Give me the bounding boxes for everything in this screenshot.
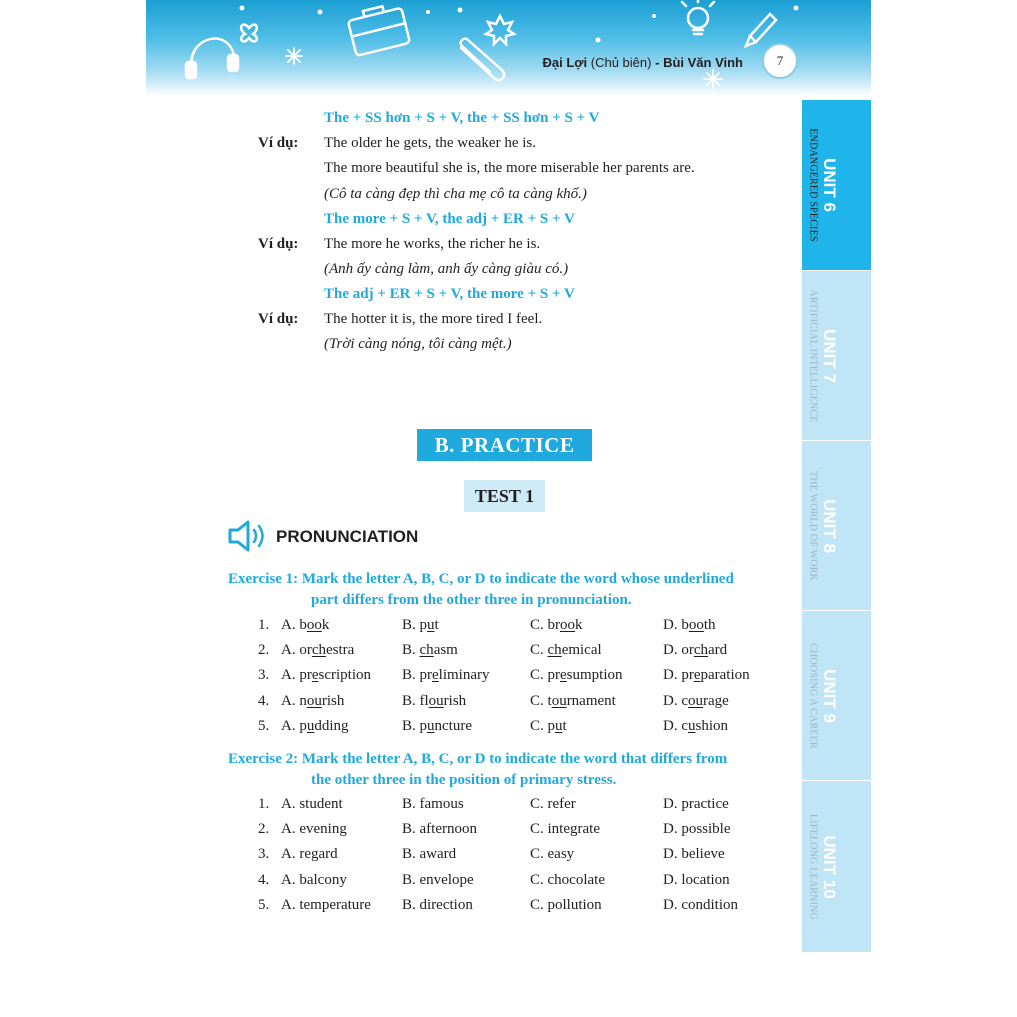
option-d[interactable]: D. location <box>663 871 730 888</box>
option-b[interactable]: B. chasm <box>402 642 458 659</box>
underlined-part: ch <box>311 642 326 659</box>
underlined-part: e <box>693 667 701 684</box>
question-number: 1. <box>258 617 270 633</box>
author-second: Bùi Văn Vinh <box>663 55 743 70</box>
option-a[interactable]: A. pudding <box>281 717 349 734</box>
option-b[interactable]: B. flourish <box>402 692 467 709</box>
option-d[interactable]: D. cushion <box>663 717 729 734</box>
example-label: Ví dụ: <box>258 135 299 151</box>
question-number: 2. <box>258 642 270 659</box>
option-a[interactable]: A. orchestra <box>281 642 355 659</box>
option-d[interactable]: D. possible <box>663 821 731 838</box>
option-c[interactable]: C. refer <box>530 796 576 812</box>
tab-unit-9[interactable] <box>802 611 871 780</box>
header-decoration <box>146 0 871 96</box>
tab-topic-label: THE WORLD OF WORK <box>807 470 819 581</box>
option-c[interactable]: C. tournament <box>530 692 616 709</box>
section-title: B. PRACTICE <box>417 429 592 461</box>
option-c[interactable]: C. chemical <box>530 642 602 659</box>
option-d[interactable]: D. believe <box>663 846 725 863</box>
option-d[interactable]: D. practice <box>663 796 729 812</box>
option-b[interactable]: B. puncture <box>402 717 472 734</box>
grammar-formula: The + SS hơn + S + V, the + SS hơn + S + V <box>324 110 600 126</box>
tab-topic-label: CHOOSING A CAREER <box>807 642 819 749</box>
option-a[interactable]: A. evening <box>281 821 347 838</box>
underlined-part: ch <box>693 642 708 659</box>
option-a[interactable]: A. temperature <box>281 896 371 913</box>
header-banner <box>146 0 871 96</box>
briefcase-icon <box>346 2 410 56</box>
exercise-2-line2: the other three in the position of primary stress. <box>311 772 617 788</box>
question-number: 3. <box>258 846 270 863</box>
example-label: Ví dụ: <box>258 311 299 327</box>
option-a[interactable]: A. balcony <box>281 871 347 888</box>
grammar-formula: The adj + ER + S + V, the more + S + V <box>324 286 575 302</box>
exercise-2-instruction <box>228 749 727 791</box>
author-role: (Chủ biên) <box>590 55 652 70</box>
underlined-part: u <box>427 717 435 734</box>
example-translation: (Cô ta càng đẹp thì cha mẹ cô ta càng khổ.) <box>324 186 587 202</box>
option-a[interactable]: A. book <box>281 617 330 633</box>
option-c[interactable]: C. easy <box>530 846 575 863</box>
page-number: 7 <box>762 43 798 79</box>
option-a[interactable]: A. student <box>281 796 343 812</box>
exercise-1-instruction <box>228 569 734 611</box>
example-text: The hotter it is, the more tired I feel. <box>324 311 543 327</box>
option-d[interactable]: D. booth <box>663 617 716 633</box>
exercise-1-line1: Exercise 1: Mark the letter A, B, C, or D to indicate the word whose underlined <box>228 571 734 587</box>
pencil-icon <box>746 14 776 46</box>
grammar-formula: The more + S + V, the adj + ER + S + V <box>324 211 575 227</box>
question-number: 3. <box>258 667 270 684</box>
option-b[interactable]: B. famous <box>402 796 464 812</box>
author-main: Đại Lợi <box>542 55 588 70</box>
underlined-part: u <box>306 717 315 734</box>
option-b[interactable]: B. award <box>402 846 457 863</box>
example-translation: (Trời càng nóng, tôi càng mệt.) <box>324 336 512 352</box>
option-a[interactable]: A. regard <box>281 846 338 863</box>
tab-unit-10[interactable] <box>802 781 871 952</box>
test-title: TEST 1 <box>464 480 545 512</box>
question-number: 4. <box>258 871 270 888</box>
option-c[interactable]: C. integrate <box>530 821 600 838</box>
option-b[interactable]: B. envelope <box>402 871 474 888</box>
speaker-icon <box>228 520 268 552</box>
tab-unit-label: UNIT 8 <box>820 498 839 553</box>
tab-unit-8[interactable] <box>802 441 871 610</box>
example-translation: (Anh ấy càng làm, anh ấy càng giàu có.) <box>324 261 569 277</box>
pronunciation-title: PRONUNCIATION <box>276 527 419 546</box>
underlined-part: u <box>427 617 435 633</box>
underlined-part: ch <box>419 642 434 659</box>
option-d[interactable]: D. orchard <box>663 642 728 659</box>
underlined-part: oo <box>560 617 575 633</box>
question-number: 4. <box>258 692 270 709</box>
example-text: The older he gets, the weaker he is. <box>324 135 536 151</box>
option-c[interactable]: C. brook <box>530 617 583 633</box>
underlined-part: u <box>555 717 563 734</box>
option-a[interactable]: A. prescription <box>281 667 371 684</box>
author-separator: - <box>655 55 660 70</box>
tab-topic-label: ENDANGERED SPECIES <box>807 128 819 242</box>
question-number: 5. <box>258 717 270 734</box>
example-text: The more beautiful she is, the more miserable her parents are. <box>324 160 695 176</box>
option-d[interactable]: D. preparation <box>663 667 750 684</box>
exercise-2-line1: Exercise 2: Mark the letter A, B, C, or D to indicate the word that differs from <box>228 751 728 767</box>
tab-unit-6[interactable] <box>802 100 871 270</box>
tab-unit-label: UNIT 6 <box>820 158 839 212</box>
leaf-icon <box>486 16 514 44</box>
underlined-part: e <box>311 667 319 684</box>
option-d[interactable]: D. courage <box>663 692 729 709</box>
option-c[interactable]: C. chocolate <box>530 871 605 888</box>
underlined-part: oo <box>306 617 322 633</box>
example-text: The more he works, the richer he is. <box>324 236 541 252</box>
underlined-part: ou <box>428 692 444 709</box>
lightbulb-icon <box>688 8 708 28</box>
option-d[interactable]: D. condition <box>663 896 738 913</box>
option-b[interactable]: B. afternoon <box>402 821 477 838</box>
underlined-part: ou <box>688 692 703 709</box>
authors <box>543 55 744 70</box>
question-number: 1. <box>258 796 270 812</box>
option-c[interactable]: C. presumption <box>530 667 623 684</box>
underlined-part: oo <box>688 617 704 633</box>
tab-unit-7[interactable] <box>802 271 871 440</box>
example-label: Ví dụ: <box>258 236 299 252</box>
paperclip-icon <box>461 39 504 80</box>
question-number: 2. <box>258 821 270 838</box>
underlined-part: ou <box>551 692 567 709</box>
tab-unit-label: UNIT 9 <box>820 668 839 723</box>
tab-unit-label: UNIT 10 <box>820 834 839 899</box>
underlined-part: e <box>432 667 439 684</box>
exercise-1-line2: part differs from the other three in pronunciation. <box>311 592 632 608</box>
option-a[interactable]: A. nourish <box>281 692 345 709</box>
butterfly-icon <box>241 25 257 42</box>
option-b[interactable]: B. direction <box>402 896 473 913</box>
underlined-part: ch <box>547 642 562 659</box>
tab-topic-label: ARTIFICIAL INTELLIGENCE <box>807 288 819 423</box>
option-b[interactable]: B. preliminary <box>402 667 490 684</box>
tab-unit-label: UNIT 7 <box>820 328 839 383</box>
option-c[interactable]: C. pollution <box>530 896 602 913</box>
underlined-part: u <box>688 717 696 734</box>
option-b[interactable]: B. put <box>402 617 439 633</box>
option-c[interactable]: C. put <box>530 717 567 734</box>
underlined-part: ou <box>306 692 322 709</box>
question-number: 5. <box>258 896 270 913</box>
tab-topic-label: LIFELONG LEARNING <box>807 813 819 920</box>
underlined-part: e <box>560 667 567 684</box>
